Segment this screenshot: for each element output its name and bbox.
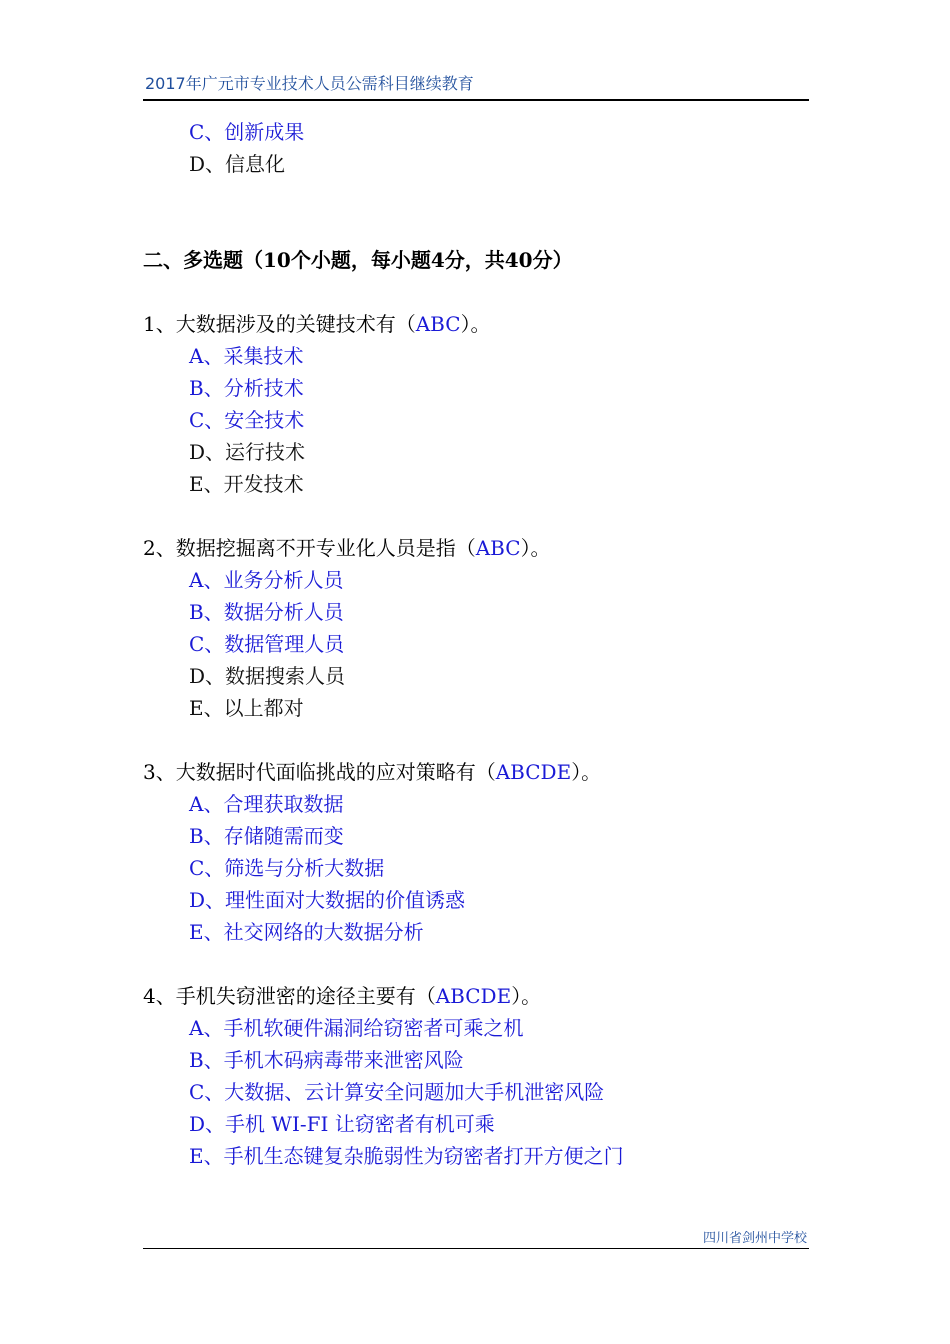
header-title: 2017年广元市专业技术人员公需科目继续教育 — [145, 74, 474, 93]
question-block — [143, 308, 809, 500]
question-stem: 4、手机失窃泄密的途径主要有（ABCDE）。 — [143, 984, 542, 1008]
question-answer: ABCDE — [495, 760, 572, 784]
option-line: C、大数据、云计算安全问题加大手机泄密风险 — [189, 1080, 605, 1104]
option-line: E、手机生态键复杂脆弱性为窃密者打开方便之门 — [189, 1144, 624, 1168]
question-answer: ABC — [475, 536, 521, 560]
option-line: C、安全技术 — [189, 408, 305, 432]
question-block — [143, 532, 809, 724]
option-line: E、开发技术 — [189, 472, 304, 496]
option-line: A、手机软硬件漏洞给窃密者可乘之机 — [189, 1016, 524, 1040]
option-line: E、以上都对 — [189, 696, 304, 720]
option-line: C、创新成果 — [189, 120, 305, 144]
prev-options — [143, 116, 809, 180]
option-line: C、数据管理人员 — [189, 632, 345, 656]
page-header — [143, 66, 809, 101]
question-stem: 3、大数据时代面临挑战的应对策略有（ABCDE）。 — [143, 760, 602, 784]
question-stem: 2、数据挖掘离不开专业化人员是指（ABC）。 — [143, 536, 551, 560]
question-block — [143, 980, 809, 1172]
document-body — [143, 116, 809, 1172]
footer-school-name: 四川省剑州中学校 — [702, 1231, 807, 1246]
option-line: D、手机 WI-FI 让窃密者有机可乘 — [189, 1112, 495, 1136]
question-stem: 1、大数据涉及的关键技术有（ABC）。 — [143, 312, 491, 336]
section-title: 二、多选题（10个小题，每小题4分，共40分） — [143, 248, 573, 272]
option-line: B、数据分析人员 — [189, 600, 344, 624]
option-line: D、数据搜索人员 — [189, 664, 346, 688]
option-line: A、合理获取数据 — [189, 792, 344, 816]
option-line: A、采集技术 — [189, 344, 304, 368]
question-block — [143, 756, 809, 948]
question-answer: ABC — [415, 312, 461, 336]
page-footer — [143, 1225, 809, 1249]
option-line: B、手机木码病毒带来泄密风险 — [189, 1048, 464, 1072]
option-line: C、筛选与分析大数据 — [189, 856, 385, 880]
option-line: E、社交网络的大数据分析 — [189, 920, 424, 944]
option-line: D、理性面对大数据的价值诱惑 — [189, 888, 466, 912]
option-line: B、分析技术 — [189, 376, 304, 400]
question-answer: ABCDE — [435, 984, 512, 1008]
option-line: B、存储随需而变 — [189, 824, 344, 848]
option-line: D、运行技术 — [189, 440, 306, 464]
option-line: D、信息化 — [189, 152, 286, 176]
option-line: A、业务分析人员 — [189, 568, 344, 592]
